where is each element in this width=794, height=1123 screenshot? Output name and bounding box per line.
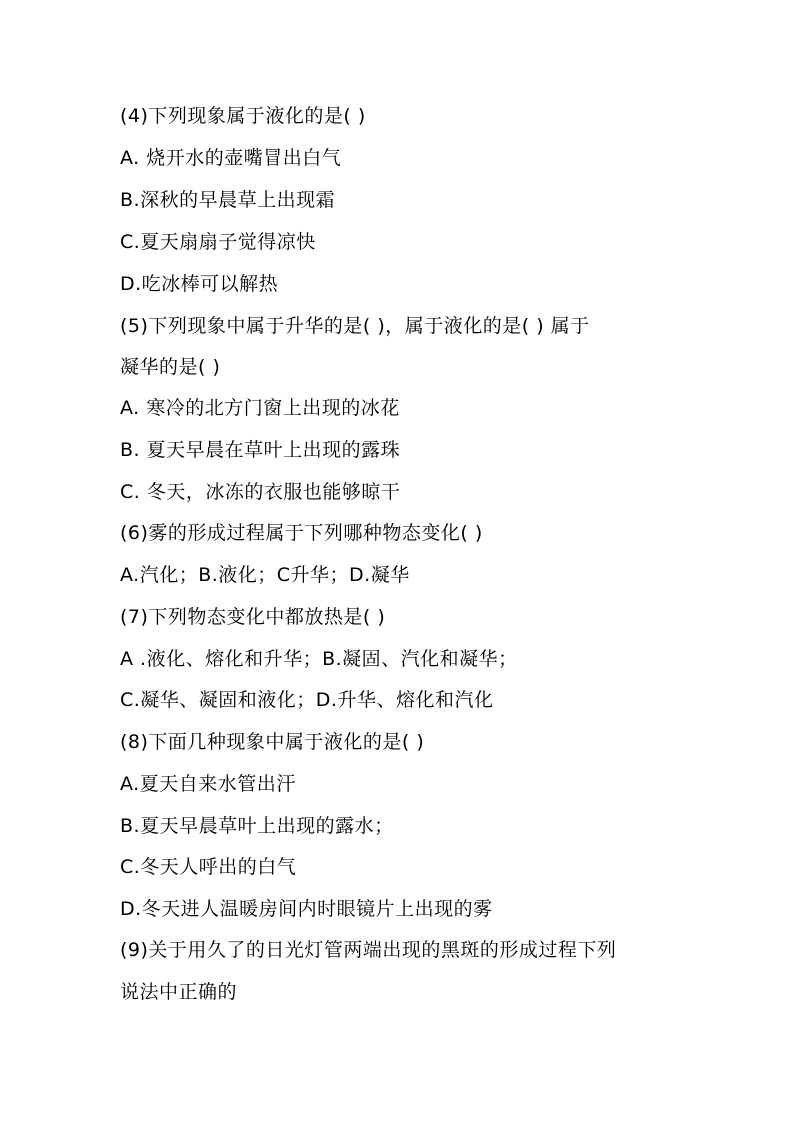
question-4-stem: (4)下列现象属于液化的是( ) (120, 105, 366, 127)
question-4-option-c: C.夏天扇扇子觉得凉快 (120, 231, 316, 253)
question-5-option-a: A. 寒冷的北方门窗上出现的冰花 (120, 397, 400, 419)
question-6-stem: (6)雾的形成过程属于下列哪种物态变化( ) (120, 522, 483, 544)
question-8-stem: (8)下面几种现象中属于液化的是( ) (120, 731, 425, 753)
question-4-option-b: B.深秋的早晨草上出现霜 (120, 189, 336, 211)
question-5-option-c: C. 冬天，冰冻的衣服也能够晾干 (120, 481, 401, 503)
question-5-stem-continued: 凝华的是( ) (120, 356, 221, 378)
question-7-options-ab: A .液化、熔化和升华；B.凝固、汽化和凝华； (120, 648, 518, 670)
question-9-stem: (9)关于用久了的日光灯管两端出现的黑斑的形成过程下列 (120, 939, 617, 961)
question-4-option-d: D.吃冰棒可以解热 (120, 273, 279, 295)
question-8-option-c: C.冬天人呼出的白气 (120, 856, 297, 878)
question-5-stem: (5)下列现象中属于升华的是( )，属于液化的是( ) 属于 (120, 315, 590, 337)
question-8-option-d: D.冬天进人温暖房间内时眼镜片上出现的雾 (120, 898, 493, 920)
question-7-stem: (7)下列物态变化中都放热是( ) (120, 606, 386, 628)
question-5-option-b: B. 夏天早晨在草叶上出现的露珠 (120, 439, 401, 461)
question-8-option-b: B.夏天早晨草叶上出现的露水； (120, 815, 394, 837)
question-6-options: A.汽化；B.液化；C升华；D.凝华 (120, 564, 410, 586)
question-9-stem-continued: 说法中正确的 (120, 981, 238, 1003)
question-7-options-cd: C.凝华、凝固和液化；D.升华、熔化和汽化 (120, 689, 494, 711)
question-4-option-a: A. 烧开水的壶嘴冒出白气 (120, 147, 342, 169)
question-8-option-a: A.夏天自来水管出汗 (120, 773, 296, 795)
